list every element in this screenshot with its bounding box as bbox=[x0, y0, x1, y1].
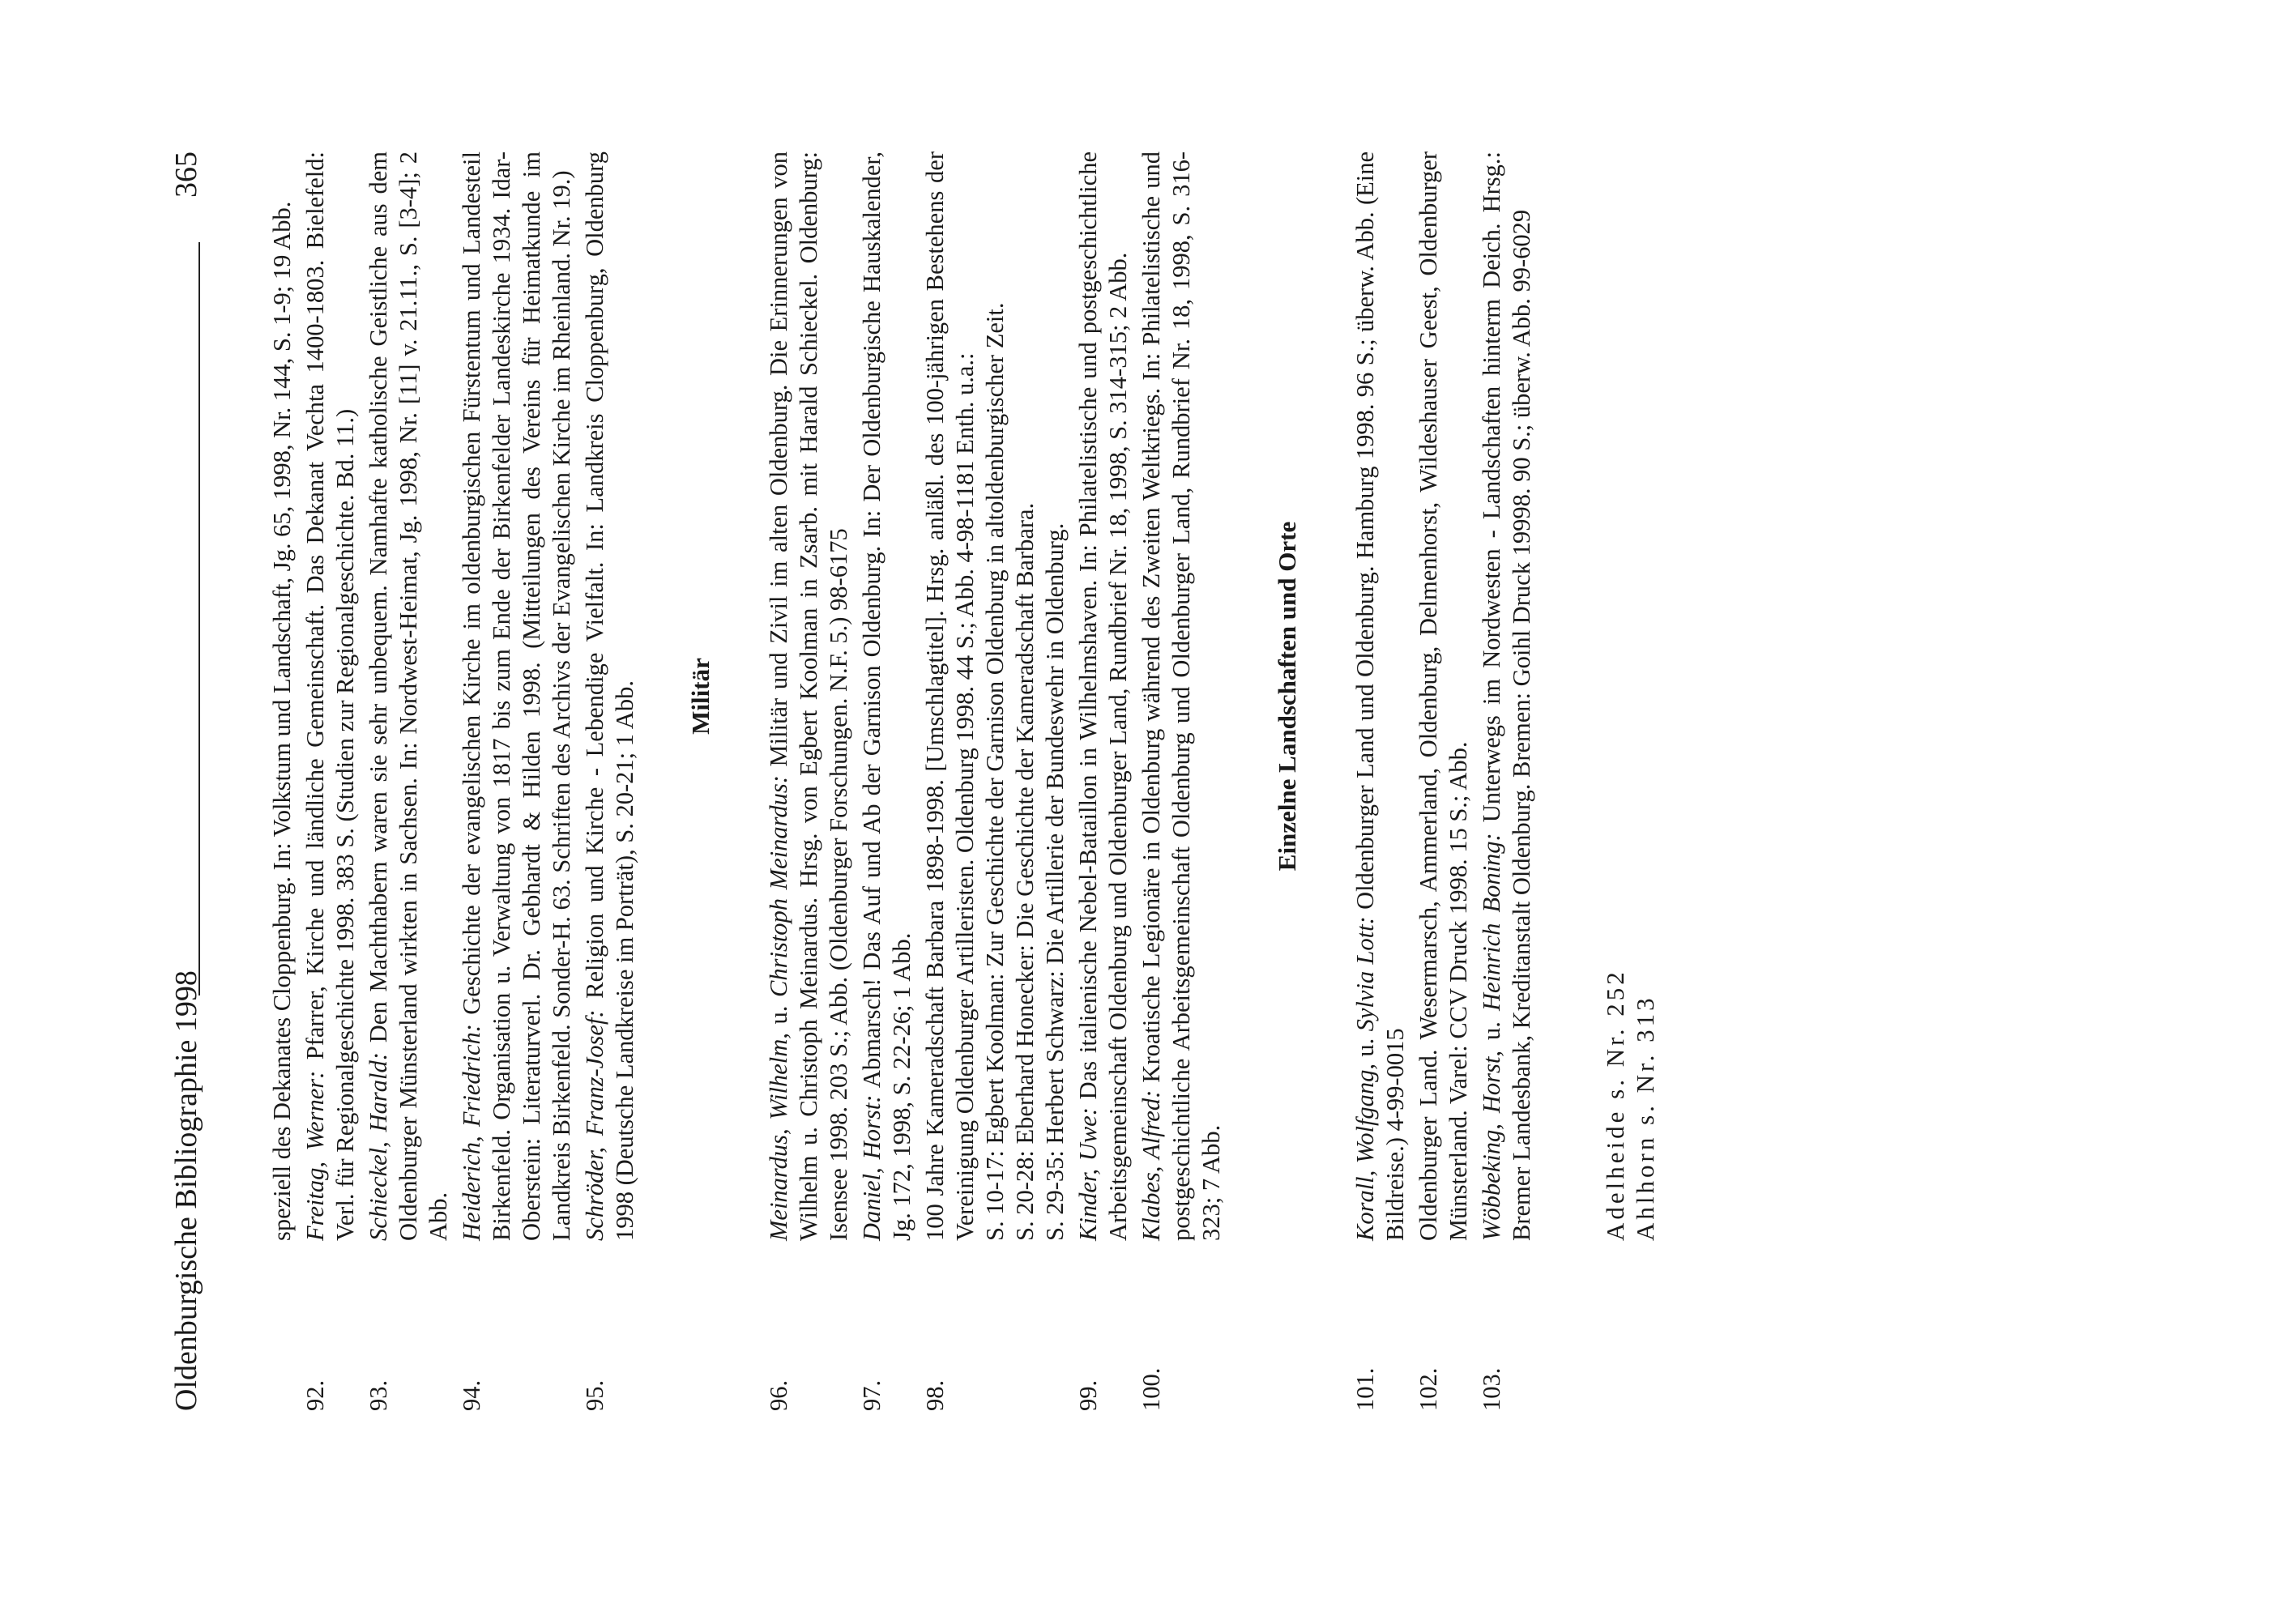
entry-number: 93. bbox=[365, 1379, 392, 1411]
entry-continuation bbox=[267, 151, 297, 1411]
entry-conjunction: u. bbox=[1478, 1011, 1505, 1051]
cross-reference: Ahlhorn s. Nr. 313 bbox=[1631, 995, 1659, 1241]
entry-text: Militär und Zivil im alten Oldenburg. Die Erinnerungen von Wilhelm u. Christoph Meinardus. Hrsg. von Egbert Koolman in Zsarb. mit Harald Schieckel. Oldenburg: Isensee 1998. 203 S.; Abb. (Oldenburger Forschungen. N.F. 5.) 98-6175 bbox=[765, 151, 852, 1241]
entry-author: Wöbbeking, Horst, bbox=[1478, 1051, 1505, 1241]
entry-text: 100 Jahre Kameradschaft Barbara 1898-1998. [Umschlagtitel]. Hrsg. anläßl. des 100-jährigen Bestehens der Vereinigung Oldenburger Artilleristen. Oldenburg 1998. 44 S.; Abb. 4-98-1181 Enth. u.a.: bbox=[921, 151, 979, 1241]
entry-author: Daniel, Horst: bbox=[858, 1094, 886, 1241]
entry-coauthor: Christoph Meinardus: bbox=[765, 775, 792, 997]
entry-text: Oldenburger Land. Wesermarsch, Ammerland, Oldenburg, Delmenhorst, Wildeshauser Geest, Oldenburger Münsterland. Varel: CCV Druck 1998. 15 S.; Abb. bbox=[1415, 151, 1472, 1241]
entry-author: Heiderich, Friedrich: bbox=[458, 1024, 485, 1241]
entry-number: 98. bbox=[921, 1379, 949, 1411]
entry-97 bbox=[857, 151, 917, 1411]
entry-94 bbox=[457, 151, 577, 1411]
entry-author: Klabes, Alfred: bbox=[1137, 1089, 1165, 1241]
entry-text: Pfarrer, Kirche und ländliche Gemeinschaft. Das Dekanat Vechta 1400-1803. Bielefeld: Verl. für Regionalgeschichte 1998. 383 S. (Studien zur Regionalgeschichte. Bd. 11.) bbox=[301, 151, 359, 1241]
entry-coauthor: Heinrich Boning: bbox=[1478, 833, 1505, 1012]
page-header bbox=[169, 151, 217, 1411]
contents-line: S. 20-28: Eberhard Honecker: Die Geschichte der Kameradschaft Barbara. bbox=[1011, 502, 1039, 1241]
section-heading-landschaften: Einzelne Landschaften und Orte bbox=[1273, 521, 1301, 872]
header-rule bbox=[198, 242, 200, 995]
entry-text: Geschichte der evangelischen Kirche im oldenburgischen Fürstentum und Landesteil Birkenfeld. Organisation u. Verwaltung von 1817 bis zum Ende der Birkenfelder Landeskirche 1934. Idar-Oberstein: Literaturverl. Dr. Gebhardt & Hilden 1998. (Mitteilungen des Vereins für Heimatkunde im Landkreis Birkenfeld. Sonder-H. 63. Schriften des Archivs der Evangelischen Kirche im Rheinland. Nr. 19.) bbox=[458, 151, 575, 1241]
entry-99 bbox=[1073, 151, 1133, 1411]
entry-coauthor: Sylvia Lott: bbox=[1351, 916, 1379, 1032]
entry-author: Schröder, Franz-Josef: bbox=[581, 1009, 608, 1241]
entry-author: Schieckel, Harald: bbox=[365, 1052, 392, 1241]
entry-93 bbox=[364, 151, 454, 1411]
entry-101 bbox=[1351, 151, 1410, 1411]
entry-text: Das italienische Nebel-Bataillon in Wilhelmshaven. In: Philatelistische und postgeschichtliche Arbeitsgemeinschaft Oldenburg und Oldenburger Land, Rundbrief Nr. 18, 1998, S. 314-315; 2 Abb. bbox=[1074, 151, 1132, 1241]
entry-number: 97. bbox=[858, 1379, 886, 1411]
entry-98 bbox=[920, 151, 1070, 1411]
entry-number: 101. bbox=[1351, 1367, 1379, 1411]
entry-number: 94. bbox=[458, 1379, 485, 1411]
entry-conjunction: u. bbox=[1351, 1031, 1379, 1064]
entry-conjunction: u. bbox=[765, 996, 792, 1034]
entry-text: Religion und Kirche - Lebendige Vielfalt. In: Landkreis Cloppenburg, Oldenburg 1998 (Deutsche Landkreise im Porträt), S. 20-21; 1 Abb. bbox=[581, 151, 638, 1241]
entry-98-contents bbox=[980, 151, 1070, 1241]
bibliography-content bbox=[267, 151, 1660, 1411]
cross-references bbox=[1600, 151, 1660, 1411]
section-heading-militaer: Militär bbox=[686, 658, 715, 735]
entry-103 bbox=[1477, 151, 1537, 1411]
running-title: Oldenburgische Bibliographie 1998 bbox=[169, 970, 203, 1411]
contents-line: S. 29-35: Herbert Schwarz: Die Artillerie der Bundeswehr in Oldenburg. bbox=[1041, 522, 1069, 1241]
contents-line: S. 10-17: Egbert Koolman: Zur Geschichte der Garnison Oldenburg in altoldenburgischer Zeit. bbox=[981, 302, 1009, 1241]
entry-102 bbox=[1414, 151, 1474, 1411]
entry-number: 103. bbox=[1478, 1367, 1505, 1411]
entry-text: Abmarsch! Das Auf und Ab der Garnison Oldenburg. In: Der Oldenburgische Hauskalender, Jg. 172, 1998, S. 22-26; 1 Abb. bbox=[858, 151, 915, 1241]
entry-number: 92. bbox=[301, 1379, 329, 1411]
entry-number: 95. bbox=[581, 1379, 608, 1411]
cross-reference: Adelheide s. Nr. 252 bbox=[1601, 969, 1629, 1241]
entry-95 bbox=[580, 151, 640, 1411]
entry-text: speziell des Dekanates Cloppenburg. In: Volkstum und Landschaft, Jg. 65, 1998, Nr. 144, S. 1-9; 19 Abb. bbox=[268, 201, 296, 1241]
entry-author: Kinder, Uwe: bbox=[1074, 1107, 1102, 1241]
entry-text: Oldenburger Land und Oldenburg. Hamburg 1998. 96 S.; überw. Abb. (Eine Bildreise.) 4-99-0015 bbox=[1351, 151, 1409, 1241]
entry-author: Meinardus, Wilhelm, bbox=[765, 1033, 792, 1241]
page-number: 365 bbox=[169, 151, 203, 198]
entry-text: Unterwegs im Nordwesten - Landschaften hinterm Deich. Hrsg.: Bremer Landesbank, Kreditanstalt Oldenburg. Bremen: Goihl Druck 19998. 90 S.; überw. Abb. 99-6029 bbox=[1478, 151, 1535, 1241]
entry-number: 102. bbox=[1415, 1367, 1442, 1411]
entry-number: 96. bbox=[765, 1379, 792, 1411]
entry-number: 99. bbox=[1074, 1379, 1102, 1411]
entry-author: Korall, Wolfgang, bbox=[1351, 1063, 1379, 1241]
entry-text: Den Machthabern waren sie sehr unbequem. Namhafte katholische Geistliche aus dem Oldenburger Münsterland wirkten in Sachsen. In: Nordwest-Heimat, Jg. 1998, Nr. [11] v. 21.11., S. [3-4]; 2 Abb. bbox=[365, 151, 452, 1241]
entry-100 bbox=[1137, 151, 1227, 1411]
entry-96 bbox=[764, 151, 854, 1411]
entry-author: Freitag, Werner: bbox=[301, 1070, 329, 1241]
entry-text: Kroatische Legionäre in Oldenburg während des Zweiten Weltkriegs. In: Philatelistische und postgeschichtliche Arbeitsgemeinschaft Oldenburg und Oldenburger Land, Rundbrief Nr. 18, 1998, S. 316-323; 7 Abb. bbox=[1137, 151, 1225, 1241]
entry-92 bbox=[301, 151, 361, 1411]
entry-number: 100. bbox=[1137, 1367, 1165, 1411]
